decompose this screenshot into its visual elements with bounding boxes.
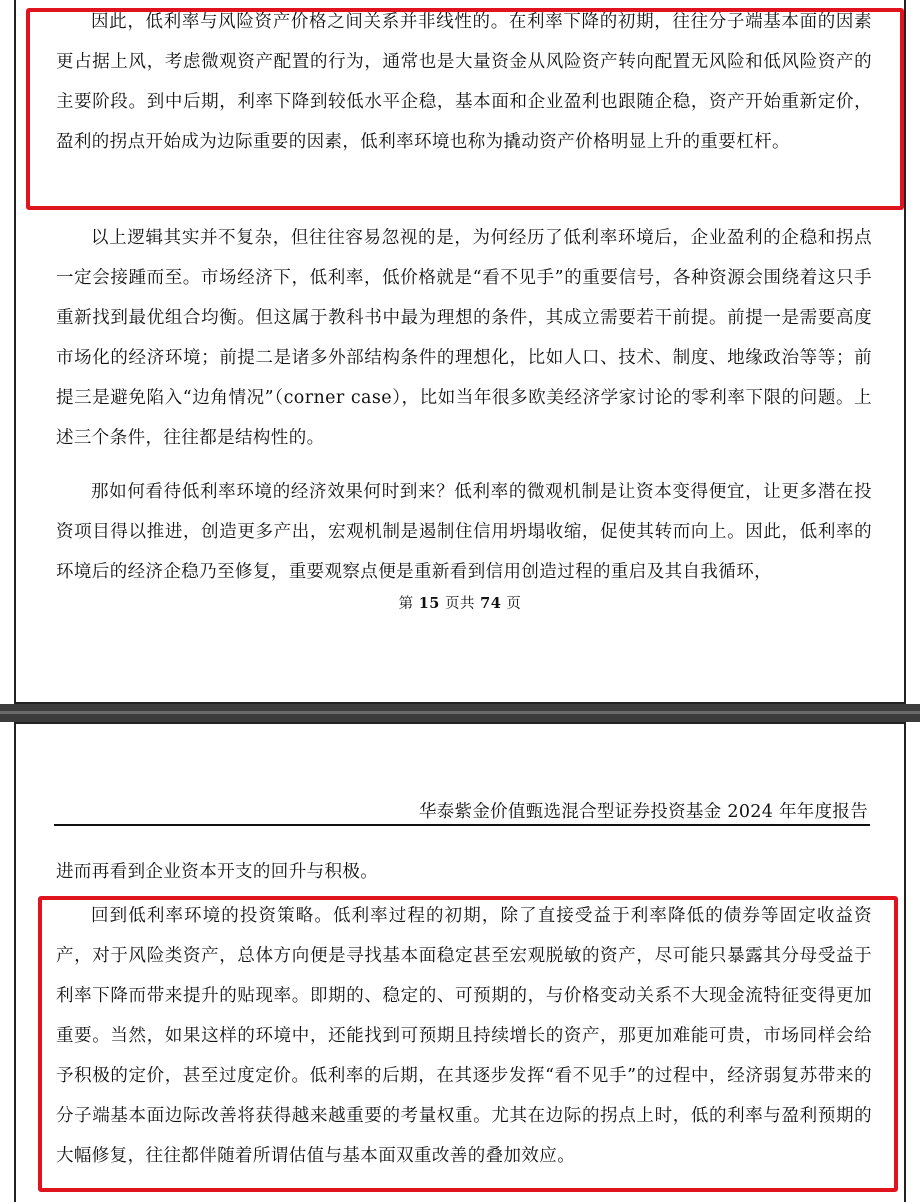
paragraph-continuation: 进而再看到企业资本开支的回升与积极。 <box>56 862 379 882</box>
footer-middle: 页共 <box>445 596 475 612</box>
highlight-box-bottom <box>38 896 898 1192</box>
paragraph-low-rate-nonlinear: 因此，低利率与风险资产价格之间关系并非线性的。在利率下降的初期，往往分子端基本面的因素更占据上风，考虑微观资产配置的行为，通常也是大量资金从风险资产转向配置无风险和低风险资产的主要阶段。到中后期，利率下降到较低水平企稳，基本面和企业盈利也跟随企稳，资产开始重新定价，盈利的拐点开始成为边际重要的因素，低利率环境也称为撬动资产价格明显上升的重要杠杆。 <box>56 12 872 152</box>
footer-prefix: 第 <box>398 596 414 612</box>
paragraph-investment-strategy: 回到低利率环境的投资策略。低利率过程的初期，除了直接受益于利率降低的债券等固定收益资产，对于风险类资产，总体方向便是寻找基本面稳定甚至宏观脱敏的资产，尽可能只暴露其分母受益于利率下降而带来提升的贴现率。即期的、稳定的、可预期的，与价格变动关系不大现金流特征变得更加重要。当然，如果这样的环境中，还能找到可预期且持续增长的资产，那更加难能可贵，市场同样会给予积极的定价，甚至过度定价。低利率的后期，在其逐步发挥“看不见手”的过程中，经济弱复苏带来的分子端基本面边际改善将获得越来越重要的考量权重。尤其在边际的拐点上时，低的利率与盈利预期的大幅修复，往往都伴随着所谓估值与基本面双重改善的叠加效应。 <box>56 906 872 1166</box>
footer-suffix: 页 <box>506 596 522 612</box>
footer-total-pages: 74 <box>480 595 502 612</box>
paragraph-economic-effect: 那如何看待低利率环境的经济效果何时到来？低利率的微观机制是让资本变得便宜，让更多潜在投资项目得以推进，创造更多产出，宏观机制是遏制住信用坍塌收缩，促使其转而向上。因此，低利率的环境后的经济企稳乃至修复，重要观察点便是重新看到信用创造过程的重启及其自我循环， <box>56 482 872 582</box>
header-rule <box>54 824 870 826</box>
footer-page-number: 15 <box>418 595 440 612</box>
page-footer <box>16 592 904 613</box>
report-header-title: 华泰紫金价值甄选混合型证券投资基金 2024 年年度报告 <box>418 802 868 822</box>
paragraph-logic-premises: 以上逻辑其实并不复杂，但往往容易忽视的是，为何经历了低利率环境后，企业盈利的企稳和拐点一定会接踵而至。市场经济下，低利率，低价格就是“看不见手”的重要信号，各种资源会围绕着这只手重新找到最优组合均衡。但这属于教科书中最为理想的条件，其成立需要若干前提。前提一是需要高度市场化的经济环境；前提二是诸多外部结构条件的理想化，比如人口、技术、制度、地缘政治等等；前提三是避免陷入“边角情况”（corner case），比如当年很多欧美经济学家讨论的零利率下限的问题。上述三个条件，往往都是结构性的。 <box>56 228 872 448</box>
page-separator <box>0 704 920 722</box>
highlight-box-top <box>26 8 904 210</box>
